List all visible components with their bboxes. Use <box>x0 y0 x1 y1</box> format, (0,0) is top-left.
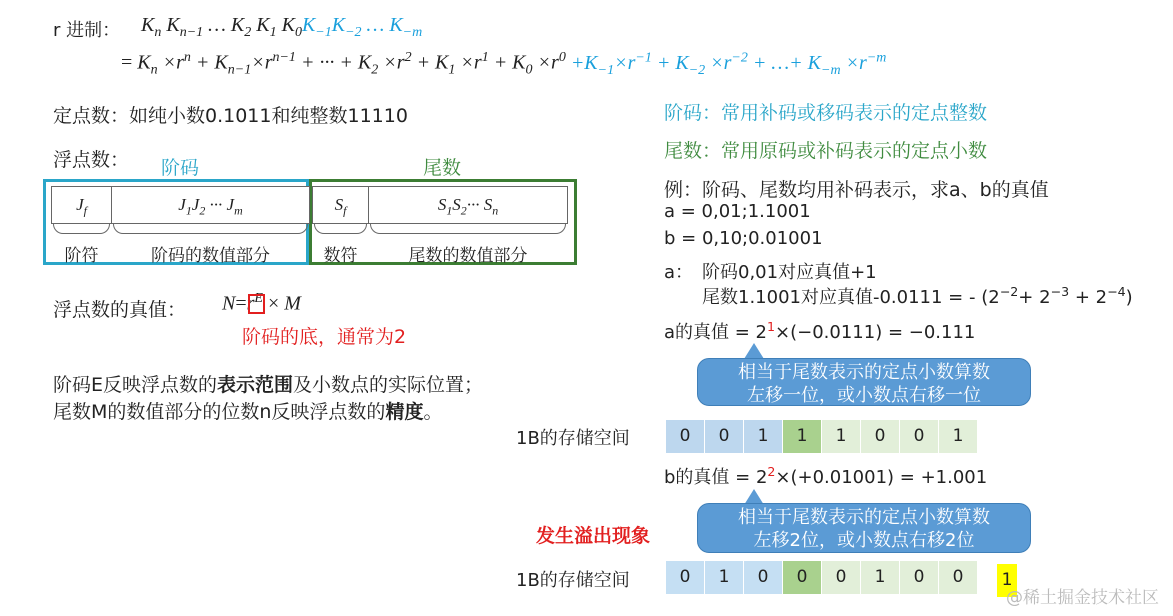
storage-label-b: 1B的存储空间 <box>516 570 630 591</box>
explain-line2: 尾数M的数值部分的位数n反映浮点数的精度。 <box>53 401 443 423</box>
base-note: 阶码的底，通常为2 <box>242 326 407 348</box>
overflow-note: 发生溢出现象 <box>536 525 651 547</box>
bit-cell: 1 <box>861 561 899 594</box>
explain-line1: 阶码E反映浮点数的表示范围及小数点的实际位置； <box>53 374 484 396</box>
float-label: 浮点数： <box>53 149 130 171</box>
watermark: @稀土掘金技术社区 <box>1006 588 1159 608</box>
label-sf: 数符 <box>323 246 358 266</box>
storage-label-a: 1B的存储空间 <box>516 428 630 449</box>
a-true-value: a的真值 = $2^1\times(-0.0111) = -0.111$ <box>664 319 976 343</box>
mant-title: 尾数 <box>423 157 462 179</box>
bit-cell: 1 <box>939 420 977 453</box>
a-value: a = 0,01;1.1001 <box>664 201 811 222</box>
overflow-bit: 1 <box>997 564 1017 597</box>
bit-cell: 0 <box>822 561 860 594</box>
brace-j <box>113 224 308 234</box>
b-value: b = 0,10;0.01001 <box>664 228 823 249</box>
radix-label: r 进制： <box>53 20 121 41</box>
bit-cell: 0 <box>939 561 977 594</box>
callout-shift-two: 相当于尾数表示的定点小数算数 左移2位，或小数点右移2位 <box>697 503 1031 553</box>
label-j: 阶码的数值部分 <box>151 246 270 266</box>
b-true-value: b的真值 = $2^2\times(+0.01001) = +1.001$ <box>664 464 988 488</box>
bit-cell: 0 <box>783 561 821 594</box>
mant-desc: 尾数：常用原码或补码表示的定点小数 <box>664 140 988 162</box>
field-sf: $S_f$ <box>312 186 369 224</box>
brace-sf <box>314 224 367 234</box>
a-line2: 尾数1.1001对应真值-0.0111 = - $(2^{-2}+ 2^{-3} + 2^{-4})$ <box>702 284 1133 308</box>
radix-expansion: = $K_n \times r^n + K_{n-1}\times r^{n-1}$ + ··· + $K_2 \times r^2 + K_1 \times r^1 + K_0 \times r^0 +K_{-1}\times r^{-1} + K_{-2} \times r^{-2}$ + …+ $K_{-m} \times r^{-m}$ <box>121 50 887 78</box>
a-line1: 阶码0,01对应真值+1 <box>702 262 877 283</box>
field-j: $J_1J_2$ ··· $J_m$ <box>111 186 310 224</box>
bit-cell: 1 <box>705 561 743 594</box>
fixed-point-desc: 定点数：如纯小数0.1011和纯整数11110 <box>53 105 408 127</box>
bit-cell: 1 <box>783 420 821 453</box>
label-s: 尾数的数值部分 <box>408 246 528 266</box>
radix-series: $K_n$ $K_{n-1}$ … $K_2$ $K_1$ $K_0K_{-1}K_{-2}$ … $K_{-m}$ <box>141 14 423 40</box>
exp-title: 阶码 <box>161 157 200 179</box>
bit-cell: 0 <box>705 420 743 453</box>
callout-shift-one: 相当于尾数表示的定点小数算数 左移一位，或小数点右移一位 <box>697 358 1031 406</box>
brace-jf <box>53 224 110 234</box>
field-jf: $J_f$ <box>51 186 112 224</box>
bit-cell: 0 <box>900 420 938 453</box>
true-value-formula: $N=r^E \times M$ <box>222 291 301 315</box>
example-title: 例：阶码、尾数均用补码表示，求a、b的真值 <box>664 179 1049 201</box>
label-jf: 阶符 <box>64 246 99 266</box>
bit-cell: 1 <box>822 420 860 453</box>
field-s: $S_1S_2\cdot\cdot\cdot S_n$ <box>368 186 568 224</box>
exp-desc: 阶码：常用补码或移码表示的定点整数 <box>664 102 988 124</box>
bit-cell: 0 <box>861 420 899 453</box>
true-value-label: 浮点数的真值： <box>53 299 187 321</box>
callout1-tail <box>744 343 764 359</box>
brace-s <box>370 224 566 234</box>
a-label: a： <box>664 262 694 283</box>
bit-cell: 0 <box>666 420 704 453</box>
bit-cell: 0 <box>666 561 704 594</box>
bit-cell: 1 <box>744 420 782 453</box>
base-highlight-box <box>248 294 265 314</box>
bit-cell: 0 <box>744 561 782 594</box>
bit-cell: 0 <box>900 561 938 594</box>
